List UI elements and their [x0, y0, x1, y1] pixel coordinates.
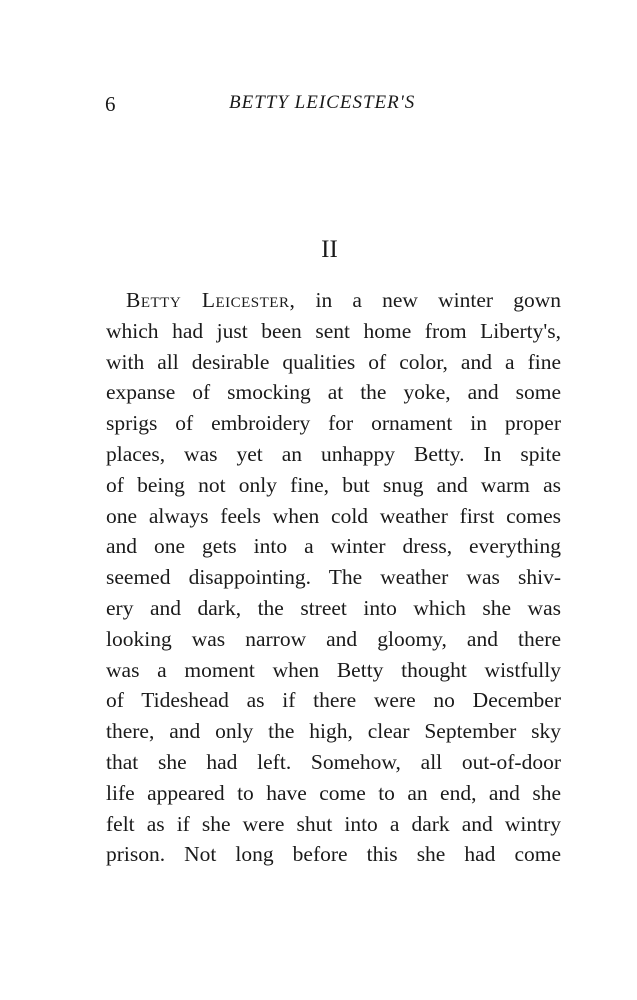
paragraph-line: seemed disappointing. The weather was shiv-: [106, 565, 561, 590]
paragraph-line: there, and only the high, clear September sky: [106, 719, 561, 744]
paragraph-line: prison. Not long before this she had come: [106, 842, 561, 867]
paragraph-line: ery and dark, the street into which she was: [106, 595, 561, 620]
line-text: in a new winter gown: [295, 288, 561, 312]
paragraph-line: was a moment when Betty thought wistfully: [106, 657, 561, 682]
body-paragraph: [106, 285, 561, 870]
paragraph-line: life appeared to have come to an end, and she: [106, 780, 561, 805]
lead-in-name: Betty Leicester,: [126, 288, 296, 312]
paragraph-line: with all desirable qualities of color, and a fine: [106, 349, 561, 374]
chapter-number: II: [321, 236, 338, 263]
paragraph-line: looking was narrow and gloomy, and there: [106, 626, 561, 651]
paragraph-line: [106, 285, 561, 316]
paragraph-line: places, was yet an unhappy Betty. In spite: [106, 441, 561, 466]
paragraph-line: which had just been sent home from Liberty's,: [106, 318, 561, 343]
paragraph-line: and one gets into a winter dress, everything: [106, 534, 561, 559]
paragraph-line: of being not only fine, but snug and warm as: [106, 472, 561, 497]
running-title: BETTY LEICESTER'S: [229, 92, 416, 113]
paragraph-line: that she had left. Somehow, all out-of-door: [106, 749, 561, 774]
page-number: 6: [105, 92, 116, 116]
paragraph-line: sprigs of embroidery for ornament in proper: [106, 411, 561, 436]
running-head: [105, 92, 565, 122]
paragraph-line: of Tideshead as if there were no December: [106, 688, 561, 713]
paragraph-line: felt as if she were shut into a dark and wintry: [106, 811, 561, 836]
paragraph-line: expanse of smocking at the yoke, and some: [106, 380, 561, 405]
paragraph-line: one always feels when cold weather first comes: [106, 503, 561, 528]
